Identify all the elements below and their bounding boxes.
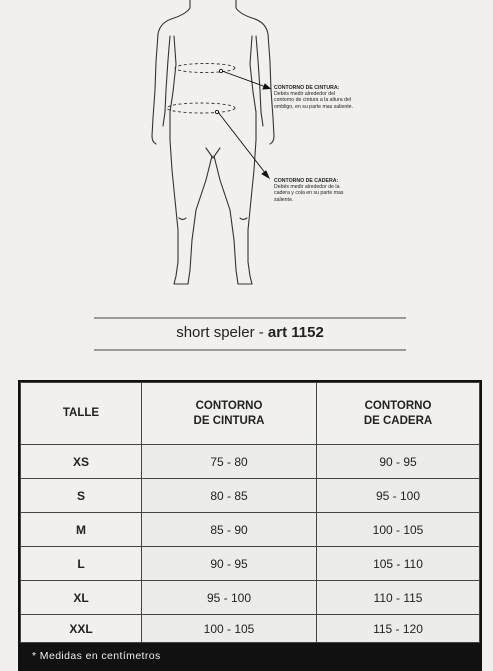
size-cell: XXL [21,615,142,643]
size-cell: L [21,547,142,581]
table-row [21,615,480,643]
waist-cell: 100 - 105 [142,615,317,643]
header-hip: CONTORNO DE CADERA [317,383,480,445]
hip-annotation [274,178,354,203]
table-row [21,513,480,547]
hip-cell: 115 - 120 [317,615,480,643]
hip-cell: 90 - 95 [317,445,480,479]
header-waist: CONTORNO DE CINTURA [142,383,317,445]
size-cell: XS [21,445,142,479]
table-header-row [21,383,480,445]
size-cell: S [21,479,142,513]
waist-cell: 95 - 100 [142,581,317,615]
waist-annotation [274,85,354,110]
hip-cell: 95 - 100 [317,479,480,513]
waist-cell: 85 - 90 [142,513,317,547]
product-title-block [94,317,406,351]
hip-annotation-text: Debés medir alrededor de la cadera y cola en su parte mas saliente. [274,184,344,203]
waist-cell: 90 - 95 [142,547,317,581]
size-table [20,382,480,643]
waist-annotation-text: Debés medir alrededor del contorno de cintura a la altura del ombligo, en su parte mas saliente. [274,91,354,110]
body-outline-illustration [0,0,493,300]
product-code: art 1152 [267,324,324,341]
hip-cell: 100 - 105 [317,513,480,547]
table-row [21,479,480,513]
hip-cell: 110 - 115 [317,581,480,615]
size-cell: M [21,513,142,547]
table-row [21,581,480,615]
header-size: TALLE [21,383,142,445]
bottom-divider [94,349,406,351]
waist-annotation-title: CONTORNO DE CINTURA: [274,85,340,91]
size-chart [18,380,482,671]
footnote: * Medidas en centímetros [20,643,480,669]
waist-cell: 75 - 80 [142,445,317,479]
top-divider [94,317,406,319]
table-row [21,547,480,581]
product-title [94,324,406,341]
hip-annotation-title: CONTORNO DE CADERA: [274,178,339,184]
table-row [21,445,480,479]
size-cell: XL [21,581,142,615]
body-measurement-diagram [0,0,493,300]
hip-cell: 105 - 110 [317,547,480,581]
waist-cell: 80 - 85 [142,479,317,513]
product-name: short speler - [176,324,268,341]
